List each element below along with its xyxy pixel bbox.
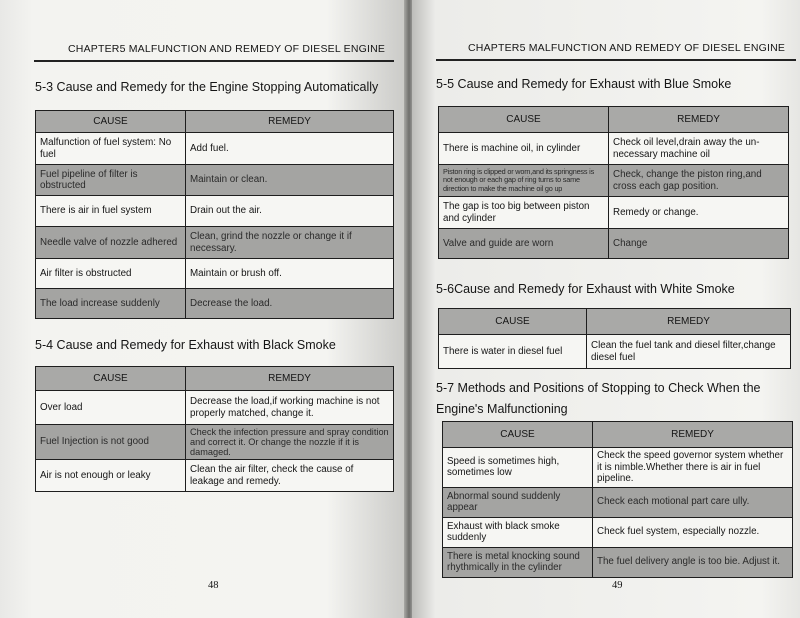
table-row [36, 259, 394, 289]
cause-cell: There is metal knocking sound rhythmically in the cylinder [443, 547, 593, 577]
cause-header: CAUSE [36, 111, 186, 133]
table-header-row [36, 367, 394, 391]
cause-cell: Fuel Injection is not good [36, 425, 186, 460]
section-5-4-table [35, 366, 394, 492]
header-rule [436, 59, 796, 61]
remedy-header: REMEDY [186, 367, 394, 391]
table-row [443, 487, 793, 517]
table-row [439, 133, 789, 165]
header-rule [34, 60, 394, 62]
remedy-cell: Check, change the piston ring,and cross each gap position. [609, 165, 789, 197]
cause-header: CAUSE [439, 309, 587, 335]
cause-cell: Over load [36, 391, 186, 425]
cause-cell: Fuel pipeline of filter is obstructed [36, 165, 186, 196]
cause-cell: The gap is too big between piston and cylinder [439, 197, 609, 229]
remedy-cell: Drain out the air. [186, 196, 394, 227]
cause-cell: There is water in diesel fuel [439, 335, 587, 369]
section-5-6-title: 5-6Cause and Remedy for Exhaust with White Smoke [436, 282, 735, 296]
remedy-cell: Decrease the load. [186, 289, 394, 319]
table-row [443, 547, 793, 577]
remedy-cell: Check the speed governor system whether it is nimble.Whether there is air in fuel pipeline. [593, 448, 793, 488]
remedy-cell: Remedy or change. [609, 197, 789, 229]
cause-cell: Malfunction of fuel system: No fuel [36, 133, 186, 165]
table-row [443, 517, 793, 547]
section-5-3-table [35, 110, 394, 319]
remedy-header: REMEDY [609, 107, 789, 133]
chapter-header: CHAPTER5 MALFUNCTION AND REMEDY OF DIESEL ENGINE [468, 42, 786, 54]
remedy-cell: Clean the fuel tank and diesel filter,change diesel fuel [587, 335, 791, 369]
chapter-header: CHAPTER5 MALFUNCTION AND REMEDY OF DIESEL ENGINE [68, 43, 386, 55]
cause-cell: The load increase suddenly [36, 289, 186, 319]
remedy-cell: Check oil level,drain away the un-necessary machine oil [609, 133, 789, 165]
cause-header: CAUSE [443, 422, 593, 448]
table-row [36, 227, 394, 259]
cause-cell: Exhaust with black smoke suddenly [443, 517, 593, 547]
table-row [36, 165, 394, 196]
cause-cell: Needle valve of nozzle adhered [36, 227, 186, 259]
remedy-cell: Clean, grind the nozzle or change it if necessary. [186, 227, 394, 259]
table-header-row [36, 111, 394, 133]
table-header-row [439, 309, 791, 335]
remedy-header: REMEDY [593, 422, 793, 448]
remedy-cell: Add fuel. [186, 133, 394, 165]
section-5-4-title: 5-4 Cause and Remedy for Exhaust with Black Smoke [35, 338, 336, 352]
remedy-cell: Maintain or brush off. [186, 259, 394, 289]
section-5-7-table [442, 421, 793, 578]
section-5-6-table [438, 308, 791, 369]
cause-cell: There is air in fuel system [36, 196, 186, 227]
table-row [36, 391, 394, 425]
table-row [439, 229, 789, 259]
remedy-cell: Maintain or clean. [186, 165, 394, 196]
table-row [443, 448, 793, 488]
table-row [36, 289, 394, 319]
table-row [36, 196, 394, 227]
table-row [36, 425, 394, 460]
remedy-cell: Clean the air filter, check the cause of leakage and remedy. [186, 460, 394, 492]
remedy-cell: Check the infection pressure and spray condition and correct it. Or change the nozzle if it is damaged. [186, 425, 394, 460]
cause-cell: Air is not enough or leaky [36, 460, 186, 492]
remedy-header: REMEDY [587, 309, 791, 335]
remedy-cell: Change [609, 229, 789, 259]
cause-cell: Valve and guide are worn [439, 229, 609, 259]
cause-header: CAUSE [36, 367, 186, 391]
remedy-cell: Check fuel system, especially nozzle. [593, 517, 793, 547]
remedy-cell: The fuel delivery angle is too bie. Adjust it. [593, 547, 793, 577]
cause-cell: Air filter is obstructed [36, 259, 186, 289]
cause-cell: Abnormal sound suddenly appear [443, 487, 593, 517]
remedy-cell: Check each motional part care ully. [593, 487, 793, 517]
table-row [439, 197, 789, 229]
page-number: 48 [208, 580, 219, 591]
section-5-5-table [438, 106, 789, 259]
right-page [412, 0, 800, 618]
page-number: 49 [612, 580, 623, 591]
table-header-row [439, 107, 789, 133]
table-row [439, 335, 791, 369]
remedy-cell: Decrease the load,if working machine is not properly matched, change it. [186, 391, 394, 425]
cause-header: CAUSE [439, 107, 609, 133]
table-row [36, 133, 394, 165]
cause-cell: Speed is sometimes high, sometimes low [443, 448, 593, 488]
table-row [439, 165, 789, 197]
section-5-3-title: 5-3 Cause and Remedy for the Engine Stopping Automatically [35, 80, 379, 94]
table-header-row [443, 422, 793, 448]
section-5-7-title: 5-7 Methods and Positions of Stopping to Check When the Engine's Malfunctioning [436, 381, 761, 416]
cause-cell: Piston ring is clipped or worn,and its springness is not enough or each gap of ring turns to same direction to make the machine oil go up [439, 165, 609, 197]
cause-cell: There is machine oil, in cylinder [439, 133, 609, 165]
remedy-header: REMEDY [186, 111, 394, 133]
table-row [36, 460, 394, 492]
section-5-5-title: 5-5 Cause and Remedy for Exhaust with Blue Smoke [436, 77, 732, 91]
